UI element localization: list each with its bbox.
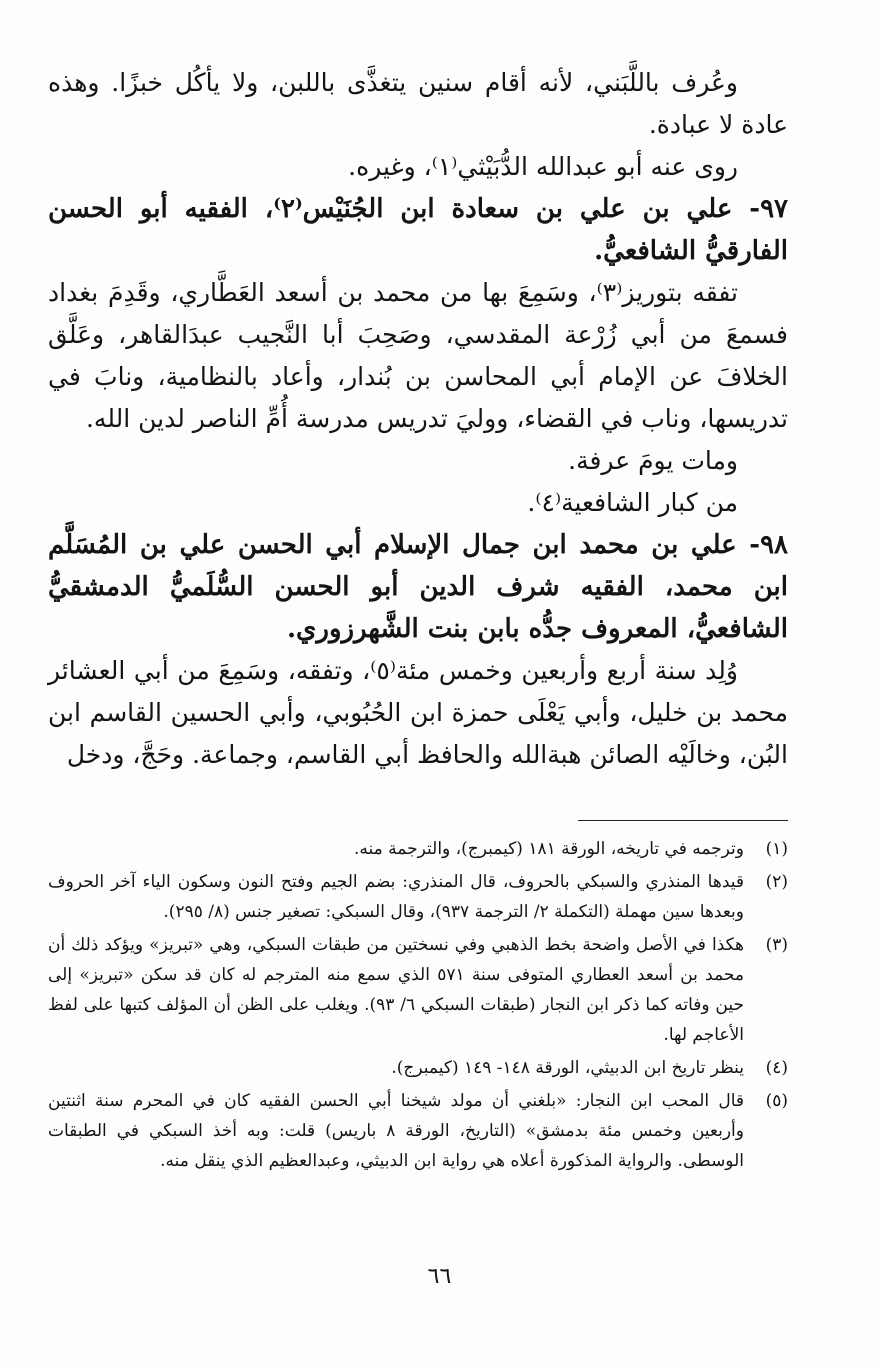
footnote-number: (٢) (765, 872, 788, 892)
paragraph: تفقه بتوريز⁽٣⁾، وسَمِعَ بها من محمد بن أسعد العَطَّاري، وقَدِمَ بغداد فسمعَ من أبي زُرْعة المقدسي، وصَحِبَ أبا النَّجيب عبدَالقاهر، وعَلَّق الخلافَ عن الإمام أبي المحاسن بن بُندار، وأعاد بالنظامية، ونابَ في تدريسها، وناب في القضاء، ووليَ تدريس مدرسة أُمِّ الناصر لدين الله. (48, 278, 788, 433)
paragraph: روى عنه أبو عبدالله الدُّبَيْثي⁽١⁾، وغيره. (348, 152, 738, 181)
footnote-text: قيدها المنذري والسبكي بالحروف، قال المنذري: بضم الجيم وفتح النون وسكون الياء آخر الحروف وبعدها سين مهملة (التكملة ٢/ الترجمة ٩٣٧)، وقال السبكي: تصغير جنس (٨/ ٢٩٥). (48, 872, 744, 922)
footnotes (48, 834, 788, 1179)
footnote (48, 867, 788, 927)
entry-heading: ٩٧- علي بن علي بن سعادة ابن الجُنَيْس⁽٢⁾، الفقيه أبو الحسن الفارقيُّ الشافعيُّ. (48, 194, 788, 266)
footnote-separator (578, 820, 788, 821)
paragraph: ومات يومَ عرفة. (568, 446, 738, 475)
main-text (48, 62, 788, 776)
footnote-number: (٤) (765, 1058, 788, 1078)
paragraph: من كبار الشافعية⁽٤⁾. (527, 488, 738, 517)
footnote (48, 1086, 788, 1176)
footnote-number: (١) (765, 839, 788, 859)
footnote (48, 1053, 788, 1083)
footnote (48, 930, 788, 1050)
footnote-number: (٥) (765, 1091, 788, 1111)
paragraph: وعُرف باللَّبَني، لأنه أقام سنين يتغذَّى باللبن، ولا يأكُل خبزًا. وهذه عادة لا عبادة. (48, 68, 788, 139)
footnote-text: وترجمه في تاريخه، الورقة ١٨١ (كيمبرج)، والترجمة منه. (354, 839, 744, 859)
paragraph: وُلِد سنة أربع وأربعين وخمس مئة⁽٥⁾، وتفقه، وسَمِعَ من أبي العشائر محمد بن خليل، وأبي يَعْلَى حمزة ابن الحُبُوبي، وأبي الحسين القاسم ابن البُن، وخالَيْه الصائن هبةالله والحافظ أبي القاسم، وجماعة. وحَجَّ، ودخل (48, 656, 788, 769)
footnote (48, 834, 788, 864)
footnote-text: ينظر تاريخ ابن الدبيثي، الورقة ١٤٨- ١٤٩ (كيمبرج). (391, 1058, 744, 1078)
footnote-number: (٣) (765, 935, 788, 955)
footnote-text: هكذا في الأصل واضحة بخط الذهبي وفي نسختين من طبقات السبكي، وهي «تبريز» ويؤكد ذلك أن محمد بن أسعد العطاري المتوفى سنة ٥٧١ الذي سمع منه المترجم له كان قد سكن «تبريز» إلى حين وفاته كما ذكر ابن النجار (طبقات السبكي ٦/ ٩٣). ويغلب على الظن أن المؤلف كتبها على لفظ الأعاجم لها. (48, 935, 744, 1045)
entry-heading: ٩٨- علي بن محمد ابن جمال الإسلام أبي الحسن علي بن المُسَلَّم ابن محمد، الفقيه شرف الدين أبو الحسن السُّلَميُّ الدمشقيُّ الشافعيُّ، المعروف جدُّه بابن بنت الشَّهرزوري. (48, 530, 788, 644)
page-number: ٦٦ (427, 1264, 452, 1289)
footnote-text: قال المحب ابن النجار: «بلغني أن مولد شيخنا أبي الحسن الفقيه كان في المحرم سنة اثنتين وأربعين وخمس مئة بدمشق» (التاريخ، الورقة ٨ باريس) قلت: وبه أخذ السبكي في الطبقات الوسطى. والرواية المذكورة أعلاه هي رواية ابن الدبيثي، وعبدالعظيم الذي ينقل منه. (48, 1091, 744, 1171)
